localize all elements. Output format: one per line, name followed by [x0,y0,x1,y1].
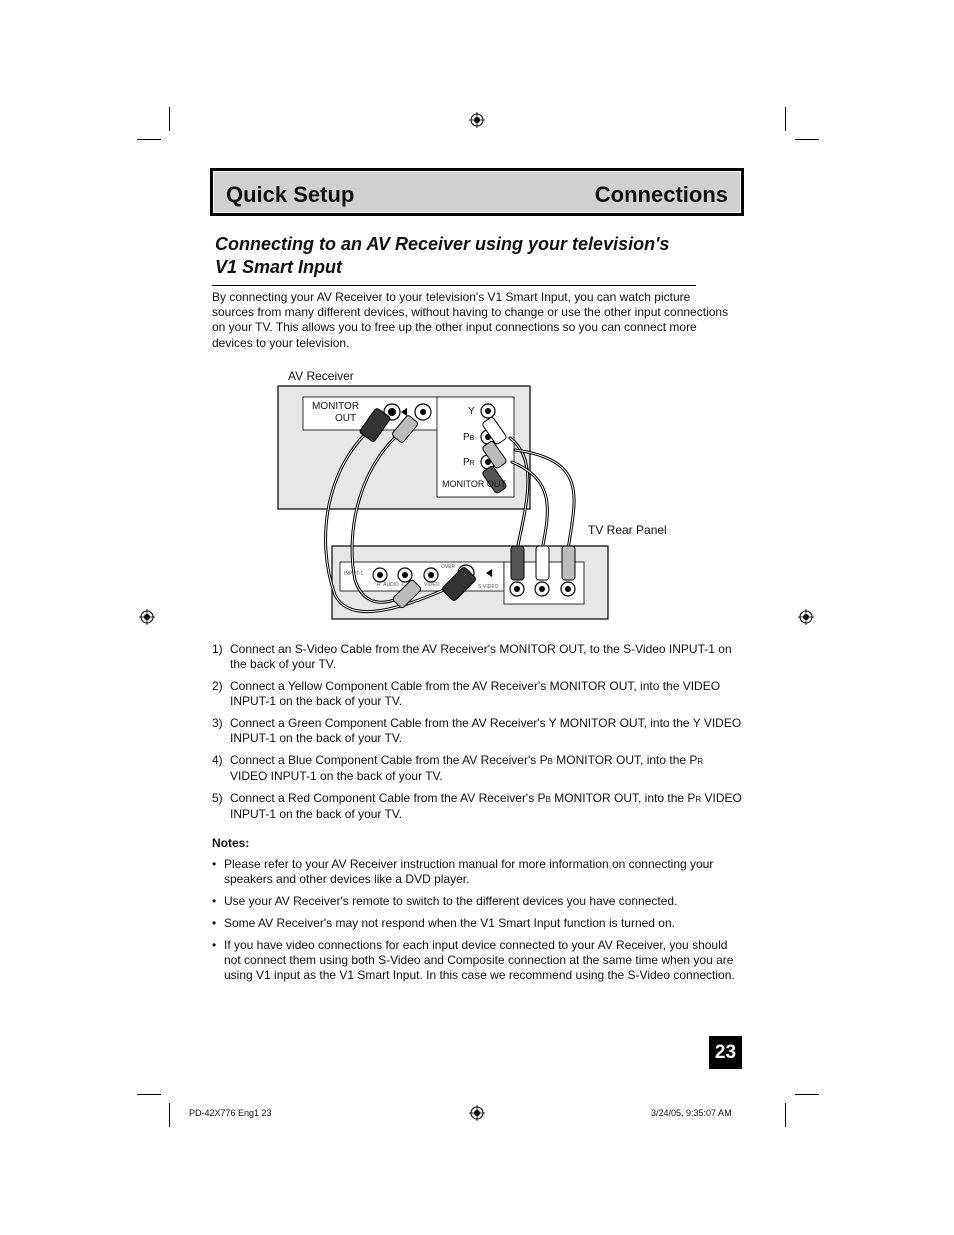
note-text: Use your AV Receiver's remote to switch to the different devices you have connected. [224,894,678,908]
monitor-out-label: MONITOR OUT [312,401,360,424]
page-header [210,168,744,216]
registration-mark-icon [469,112,485,128]
bullet: • [212,894,217,908]
page-number: 23 [709,1036,742,1069]
note-item [212,857,742,887]
page-header-inner [213,171,741,213]
crop-mark [169,1103,170,1127]
crop-mark [795,1094,819,1095]
tv-rear-panel-label: TV Rear Panel [588,523,667,537]
step-text: Connect a Yellow Component Cable from the AV Receiver's MONITOR OUT, into the VIDEO INPUT-1 on the back of your TV. [230,679,721,709]
step-text: Connect a Blue Component Cable from the AV Receiver's PB MONITOR OUT, into the PR VIDEO INPUT-1 on the back of your TV. [230,753,704,784]
step-item [212,791,742,822]
tv-y-plug-icon [511,546,524,580]
bullet: • [212,937,217,952]
header-chapter-title: Connections [594,182,728,207]
crop-mark [785,1103,786,1127]
step-item [212,753,742,784]
step-number: 4) [212,753,223,767]
step-text: Connect a Green Component Cable from the AV Receiver's Y MONITOR OUT, into the Y VIDEO INPUT-1 on the back of your TV. [230,716,742,746]
header-section-title: Quick Setup [226,182,355,207]
footer-file-info: PD-42X776 Eng1 23 [189,1108,272,1118]
registration-mark-icon [798,609,814,625]
crop-mark [785,107,786,131]
notes-list [212,857,742,990]
step-text: Connect a Red Component Cable from the AV Receiver's PB MONITOR OUT, into the PR VIDEO INPUT-1 on the back of your TV. [230,791,742,822]
tv-over-label: OVER [441,564,456,570]
component-monitor-out-label: MONITOR OUT [442,479,506,489]
note-text: Some AV Receiver's may not respond when the V1 Smart Input function is turned on. [224,915,675,930]
crop-mark [795,139,819,140]
title-divider [212,285,696,286]
page-title-line-1: Connecting to an AV Receiver using your television's [215,234,670,254]
step-number: 2) [212,679,223,693]
step-number: 3) [212,716,223,730]
step-text: Connect an S-Video Cable from the AV Receiver's MONITOR OUT, to the S-Video INPUT-1 on the back of your TV. [230,642,732,672]
tv-s-video-label: S-VIDEO [478,584,499,590]
pb-label: PB [463,432,475,443]
tv-video-label: VIDEO [424,582,440,588]
bullet: • [212,915,217,930]
tv-input-label: INPUT-1 [344,571,364,577]
notes-heading: Notes: [212,836,250,850]
tv-pr-plug-icon [562,546,575,580]
note-item [212,894,742,909]
footer-timestamp: 3/24/05, 9:35:07 AM [651,1108,732,1118]
tv-audio-label: R AUDIO L [377,582,405,588]
note-text: If you have video connections for each input device connected to your AV Receiver, you should not connect them using both S-Video and Composite connection at the same time when you are using V1 input as the V1 Smart Input. In this case we recommend using the S-Video connection. [224,937,735,982]
note-item [212,916,742,931]
crop-mark [169,107,170,131]
bullet: • [212,857,217,871]
registration-mark-icon [139,609,155,625]
registration-mark-icon [469,1105,485,1121]
page-title [215,233,705,279]
crop-mark [137,1094,161,1095]
page-title-line-2: V1 Smart Input [215,257,343,277]
crop-mark [137,139,161,140]
av-receiver-label: AV Receiver [288,369,354,383]
step-number: 5) [212,791,223,805]
step-item [212,679,742,709]
pr-label: PR [463,457,475,468]
tv-pb-plug-icon [536,546,549,580]
note-item [212,938,742,984]
y-label: Y [468,406,475,417]
steps-list [212,642,742,829]
note-text: Please refer to your AV Receiver instruction manual for more information on connecting your speakers and other devices like a DVD player. [224,857,714,887]
step-item [212,642,742,672]
step-item [212,716,742,746]
intro-paragraph: By connecting your AV Receiver to your television's V1 Smart Input, you can watch picture sources from many different devices, without having to change or use the other input connections on your TV. This allows you to free up the other input connections so you can connect more devices to your television. [212,290,729,350]
step-number: 1) [212,642,223,656]
